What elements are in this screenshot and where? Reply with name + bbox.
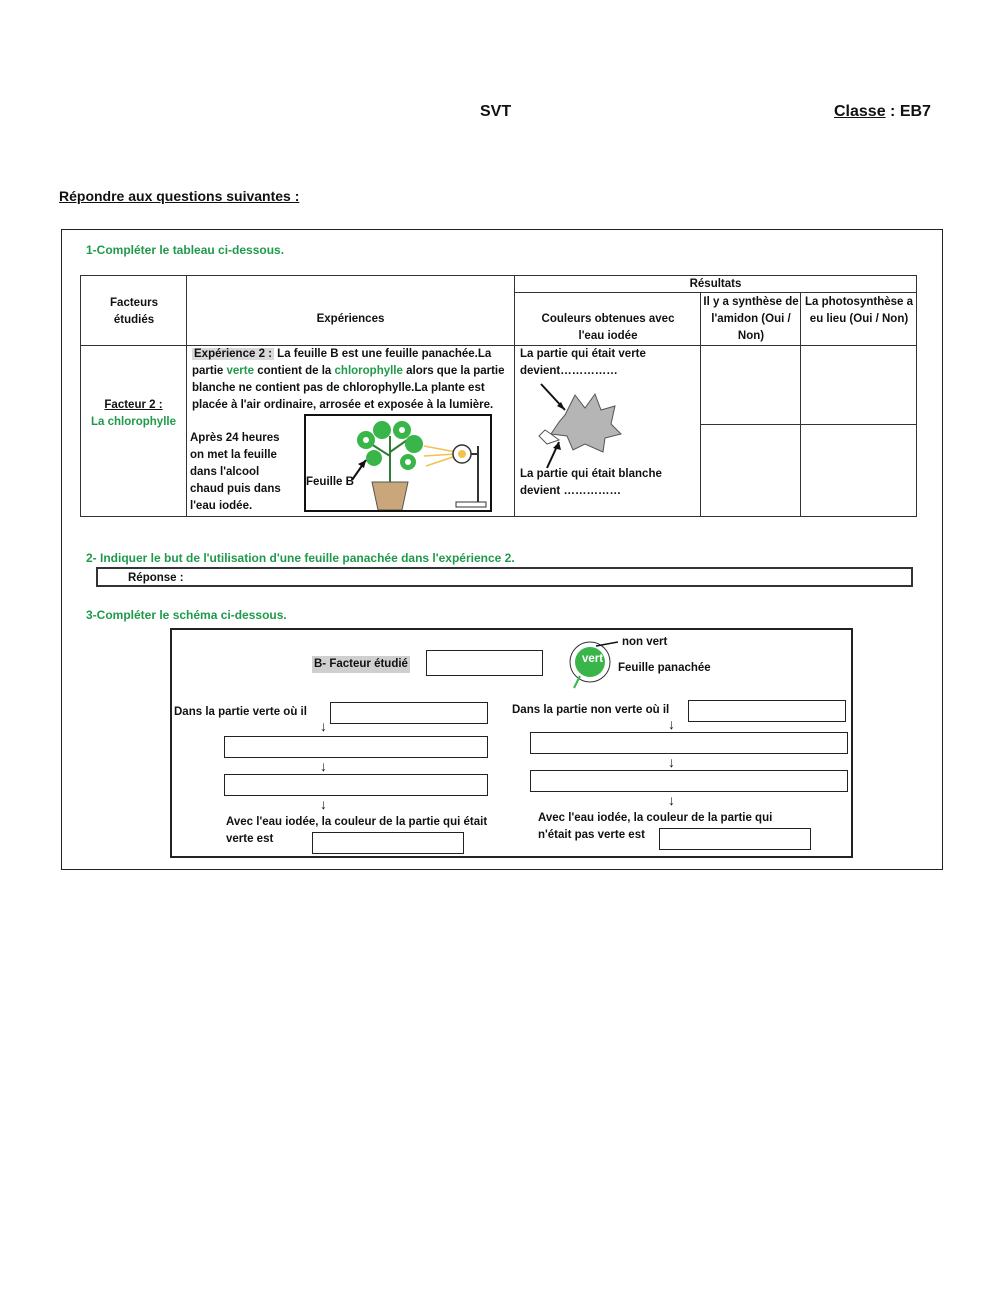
- q1-title: 1-Compléter le tableau ci-dessous.: [86, 243, 285, 257]
- class-label: Classe: [834, 103, 886, 120]
- experience-text: [192, 346, 508, 414]
- col-experiences: Expériences: [316, 313, 385, 325]
- experience-green-2: chlorophylle: [334, 365, 403, 377]
- schema-frame: [170, 628, 853, 858]
- plant-illustration: [304, 414, 492, 512]
- col-starch: Il y a synthèse de l'amidon (Oui / Non): [703, 296, 799, 342]
- col-colors: Couleurs obtenues avec l'eau iodée: [541, 313, 675, 342]
- right-arrow-3: ↓: [668, 792, 675, 808]
- right-arrow-2: ↓: [668, 754, 675, 770]
- left-condition-input[interactable]: [330, 702, 488, 724]
- left-arrow-1: ↓: [320, 718, 327, 734]
- right-condition-input[interactable]: [688, 700, 846, 722]
- left-arrow-3: ↓: [320, 796, 327, 812]
- left-branch-label: Dans la partie verte où il: [174, 706, 307, 718]
- left-step-2-input[interactable]: [224, 774, 488, 796]
- left-color-input[interactable]: [312, 832, 464, 854]
- answer-box[interactable]: [96, 567, 913, 587]
- right-color-input[interactable]: [659, 828, 811, 850]
- class-separator: :: [885, 103, 900, 120]
- experience-after: Après 24 heures on met la feuille dans l'alcool chaud puis dans l'eau iodée.: [190, 432, 281, 512]
- col-results: Résultats: [689, 278, 742, 290]
- right-arrow-1: ↓: [668, 716, 675, 732]
- left-step-1-input[interactable]: [224, 736, 488, 758]
- right-step-2-input[interactable]: [530, 770, 848, 792]
- plant-label: Feuille B: [306, 476, 354, 488]
- q2-title: 2- Indiquer le but de l'utilisation d'une feuille panachée dans l'expérience 2.: [86, 551, 515, 565]
- photosynthesis-answer-cell-1[interactable]: [800, 345, 917, 425]
- left-arrow-2: ↓: [320, 758, 327, 774]
- results-table: [80, 275, 917, 517]
- right-step-1-input[interactable]: [530, 732, 848, 754]
- class-header: [834, 103, 931, 121]
- col-photosynthesis: La photosynthèse a eu lieu (Oui / Non): [805, 296, 913, 325]
- experience-green-1: verte: [226, 365, 255, 377]
- col-factors: Facteurs étudiés: [110, 297, 158, 326]
- experience-text-2: contient de la: [254, 365, 335, 377]
- photosynthesis-answer-cell-2[interactable]: [800, 424, 917, 517]
- plant-drawing: [306, 416, 490, 510]
- starch-answer-cell-2[interactable]: [700, 424, 801, 517]
- schema-factor-label: B- Facteur étudié: [312, 656, 410, 673]
- factor-input[interactable]: [426, 650, 543, 676]
- class-value: EB7: [899, 103, 931, 120]
- subject-title: SVT: [480, 103, 512, 120]
- leaf-nonvert-label: non vert: [622, 636, 668, 648]
- starch-answer-cell-1[interactable]: [700, 345, 801, 425]
- factor-label: Facteur 2 :: [104, 399, 163, 411]
- leaf-center-label: vert: [582, 653, 604, 665]
- leaf-caption: Feuille panachée: [618, 662, 711, 674]
- right-end-label: Avec l'eau iodée, la couleur de la partie qui n'était pas verte est: [538, 812, 773, 841]
- instruction: Répondre aux questions suivantes :: [59, 188, 300, 204]
- factor-value: La chlorophylle: [91, 416, 176, 428]
- answer-label: Réponse :: [128, 572, 184, 584]
- experience-text-3: alors que la partie blanche ne contient pas de chlorophylle.La plante est placée à l'air ordinaire, arrosée et exposée à la lumière.: [192, 365, 505, 411]
- left-end-label: Avec l'eau iodée, la couleur de la partie qui était verte est: [226, 816, 488, 845]
- experience-title: Expérience 2 :: [194, 348, 272, 360]
- experience-text-1: La feuille B est une feuille panachée.La partie: [192, 348, 492, 377]
- q3-title: 3-Compléter le schéma ci-dessous.: [86, 608, 287, 622]
- right-branch-label: Dans la partie non verte où il: [512, 704, 670, 716]
- leaf-result-drawing: [535, 380, 625, 470]
- result-green-part: La partie qui était verte devient……………: [520, 348, 646, 377]
- factor-cell: [82, 397, 185, 431]
- result-white-part: La partie qui était blanche devient ……………: [520, 468, 662, 497]
